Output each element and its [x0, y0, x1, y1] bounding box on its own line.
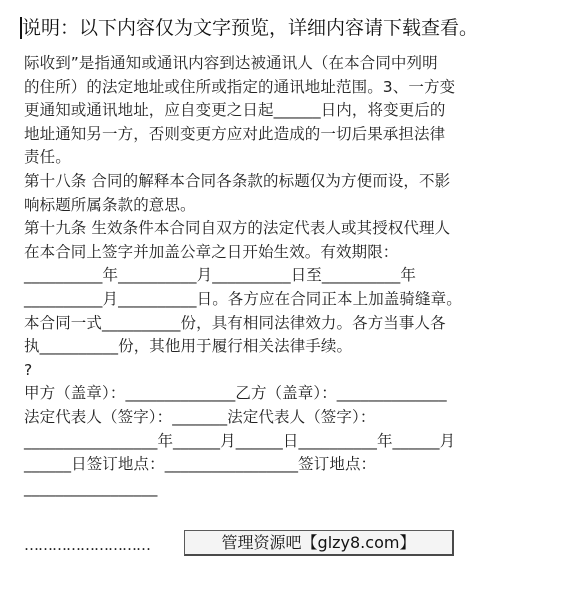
text-line: _________________ [24, 478, 158, 497]
footer [24, 530, 564, 560]
text-line: __________月__________日。各方应在合同正本上加盖骑缝章。 [24, 289, 462, 308]
text-line: 更通知或通讯地址，应自变更之日起______日内，将变更后的 [24, 101, 446, 120]
text-line: 在本合同上签字并加盖公章之日开始生效。有效期限： [24, 242, 399, 261]
text-line: ? [24, 360, 33, 379]
text-line: 责任。 [24, 148, 71, 167]
text-line: __________年__________月__________日至__________年 [24, 266, 416, 285]
text-line: 响标题所属条款的意思。 [24, 195, 196, 214]
text-line: 第十九条 生效条件本合同自双方的法定代表人或其授权代理人 [24, 219, 451, 238]
text-line: 本合同一式__________份，具有相同法律效力。各方当事人各 [24, 313, 446, 332]
text-line: 执__________份，其他用于履行相关法律手续。 [24, 337, 353, 356]
text-line: 地址通知另一方，否则变更方应对此造成的一切后果承担法律 [24, 124, 446, 143]
text-line: 际收到”是指通知或通讯内容到达被通讯人（在本合同中列明 [24, 54, 438, 72]
preview-notice: 说明：以下内容仅为文字预览，详细内容请下载查看。 [22, 14, 478, 42]
contract-text [24, 52, 564, 500]
text-line: ______日签订地点：_________________签订地点： [24, 455, 377, 474]
dotted-leader: ……………………… [24, 536, 150, 554]
text-line: 甲方（盖章）：______________乙方（盖章）：______________ [24, 384, 447, 403]
text-line: 的住所）的法定地址或住所或指定的通讯地址范围。3、一方变 [24, 77, 456, 96]
text-line: _________________年______月______日__________年______月 [24, 431, 456, 450]
site-link-button[interactable]: 管理资源吧【glzy8.com】 [184, 530, 454, 556]
text-line: 第十八条 合同的解释本合同各条款的标题仅为方便而设，不影 [24, 171, 451, 190]
text-line: 法定代表人（签字）：_______法定代表人（签字）： [24, 407, 376, 426]
